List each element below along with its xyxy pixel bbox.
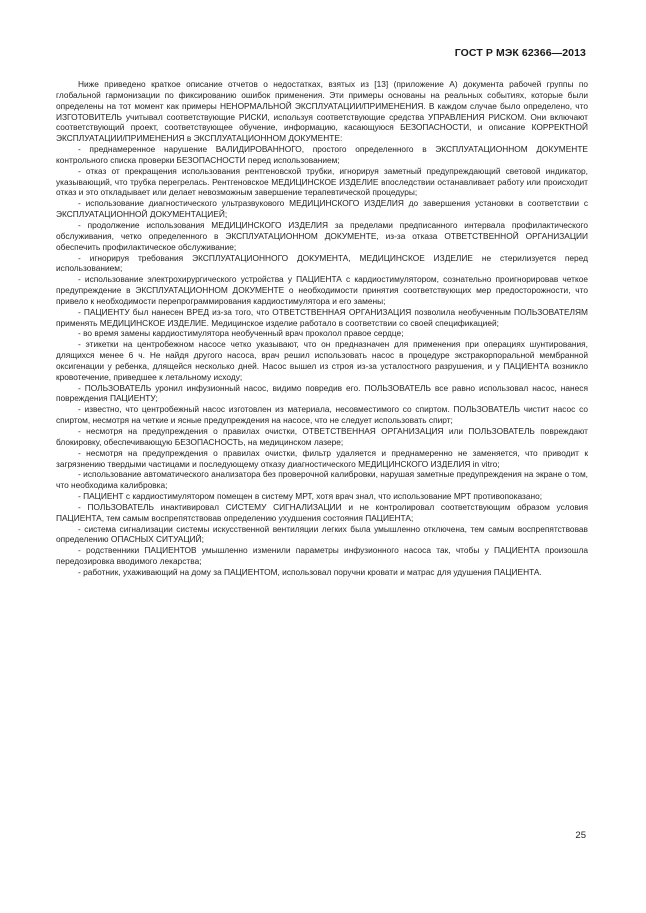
list-item: - использование диагностического ультразвукового МЕДИЦИНСКОГО ИЗДЕЛИЯ до завершения установки в соответствии с ЭКСПЛУАТАЦИОННОЙ ДОКУМЕНТАЦИЕЙ; bbox=[56, 198, 588, 220]
list-item: - ПАЦИЕНТ с кардиостимулятором помещен в систему МРТ, хотя врач знал, что использование МРТ противопоказано; bbox=[78, 491, 543, 502]
list-item: - использование электрохирургического устройства у ПАЦИЕНТА с кардиостимулятором, сознательно проигнорировав четкое предупреждение в ЭКСПЛУАТАЦИОННОМ ДОКУМЕНТЕ о необходимости принятия соответствующих мер предосторожности, что привело к необходимости перепрограммирования кардиостимулятора и его замены; bbox=[56, 274, 588, 306]
document-header-standard: ГОСТ Р МЭК 62366—2013 bbox=[454, 47, 586, 59]
list-item: - преднамеренное нарушение ВАЛИДИРОВАННОГО, простого определенного в ЭКСПЛУАТАЦИОННОМ ДОКУМЕНТЕ контрольного списка проверки БЕЗОПАСНОСТИ перед использованием; bbox=[56, 144, 588, 165]
list-item: - ПАЦИЕНТУ был нанесен ВРЕД из-за того, что ОТВЕТСТВЕННАЯ ОРГАНИЗАЦИЯ позволила необученным ПОЛЬЗОВАТЕЛЯМ применять МЕДИЦИНСКОЕ ИЗДЕЛИЕ. Медицинское изделие работало в соответствии со своей спецификацией; bbox=[56, 306, 588, 328]
intro-paragraph: Ниже приведено краткое описание отчетов о недостатках, взятых из [13] (приложение А) документа рабочей группы по глобальной гармонизации по фиксированию ошибок применения. Эти примеры основаны на реальных событиях, которые были определены на тот момент как примеры НЕНОРМАЛЬНОЙ ЭКСПЛУАТАЦИИ/ПРИМЕНЕНИЯ. В каждом случае было определено, что ИЗГОТОВИТЕЛЬ учитывал соответствующие РИСКИ, используя соответствующие средства УПРАВЛЕНИЯ РИСКОМ. Они включают соответствующий проект, соответствующее обучение, информацию, касающуюся БЕЗОПАСНОСТИ, и описание КОРРЕКТНОЙ ЭКСПЛУАТАЦИИ/ПРИМЕНЕНИЯ в ЭКСПЛУАТАЦИОННОМ ДОКУМЕНТЕ: bbox=[56, 79, 588, 144]
list-item: - ПОЛЬЗОВАТЕЛЬ инактивировал СИСТЕМУ СИГНАЛИЗАЦИИ и не контролировал соответствующим образом условия ПАЦИЕНТА, тем самым воспрепятствовав определению ухудшения состояния ПАЦИЕНТА; bbox=[56, 501, 588, 523]
list-item: - система сигнализации системы искусственной вентиляции легких была умышленно отключена, тем самым воспрепятствовав определению ОПАСНЫХ СИТУАЦИЙ; bbox=[56, 523, 588, 545]
list-item: - ПОЛЬЗОВАТЕЛЬ уронил инфузионный насос, видимо повредив его. ПОЛЬЗОВАТЕЛЬ все равно использовал насос, нанеся повреждения ПАЦИЕНТУ; bbox=[56, 382, 588, 404]
list-item: - этикетки на центробежном насосе четко указывают, что он предназначен для применения при операциях шунтирования, длящихся менее 6 ч. Не найдя другого насоса, врач решил использовать насос в процедуре экстракорпоральной мембранной оксигенации у ребенка, длящейся несколько дней. Насос вышел из строя из-за усталостного разрушения, и у ПАЦИЕНТА возникло кровотечение, приведшее к летальному исходу; bbox=[56, 339, 588, 382]
list-item: - игнорируя требования ЭКСПЛУАТАЦИОННОГО ДОКУМЕНТА, МЕДИЦИНСКОЕ ИЗДЕЛИЕ не стерилизуется перед использованием; bbox=[56, 252, 588, 274]
document-body bbox=[56, 79, 588, 578]
list-item: - во время замены кардиостимулятора необученный врач проколол правое сердце; bbox=[78, 328, 404, 339]
list-item: - использование автоматического анализатора без проверочной калибровки, нарушая заметные предупреждения на экране о том, что необходима калибровка; bbox=[56, 469, 588, 491]
list-item: - несмотря на предупреждения о правилах очистки, фильтр удаляется и преднамеренно не заменяется, что приводит к загрязнению твердыми частицами и последующему отказу диагностического МЕДИЦИНСКОГО ИЗДЕЛИЯ in vitro; bbox=[56, 447, 588, 469]
list-item: - известно, что центробежный насос изготовлен из материала, несовместимого со спиртом. ПОЛЬЗОВАТЕЛЬ чистит насос со спиртом, несмотря на четкие и ясные предупреждения на насосе, что не следует использовать спирт; bbox=[56, 404, 588, 426]
list-item: - отказ от прекращения использования рентгеновской трубки, игнорируя заметный предупреждающий световой индикатор, указывающий, что трубка перегрелась. Рентгеновское МЕДИЦИНСКОЕ ИЗДЕЛИЕ впоследствии останавливает работу или происходит отказ и это откладывает или делает невозможным завершение терапевтической процедуры; bbox=[56, 165, 588, 198]
page-number: 25 bbox=[575, 830, 586, 841]
list-item: - работник, ухаживающий на дому за ПАЦИЕНТОМ, использовал поручни кровати и матрас для удушения ПАЦИЕНТА. bbox=[78, 566, 542, 577]
list-item: - несмотря на предупреждения о правилах очистки, ОТВЕТСТВЕННАЯ ОРГАНИЗАЦИЯ или ПОЛЬЗОВАТЕЛЬ повреждают блокировку, обеспечивающую БЕЗОПАСНОСТЬ, на медицинском лазере; bbox=[56, 426, 588, 447]
list-item: - продолжение использования МЕДИЦИНСКОГО ИЗДЕЛИЯ за пределами предписанного интервала профилактического обслуживания, четко определенного в ЭКСПЛУАТАЦИОННОМ ДОКУМЕНТЕ, из-за отказа ОТВЕТСТВЕННОЙ ОРГАНИЗАЦИИ обеспечить профилактическое обслуживание; bbox=[56, 219, 588, 252]
list-item: - родственники ПАЦИЕНТОВ умышленно изменили параметры инфузионного насоса так, чтобы у ПАЦИЕНТА произошла передозировка вводимого лекарства; bbox=[56, 545, 588, 567]
